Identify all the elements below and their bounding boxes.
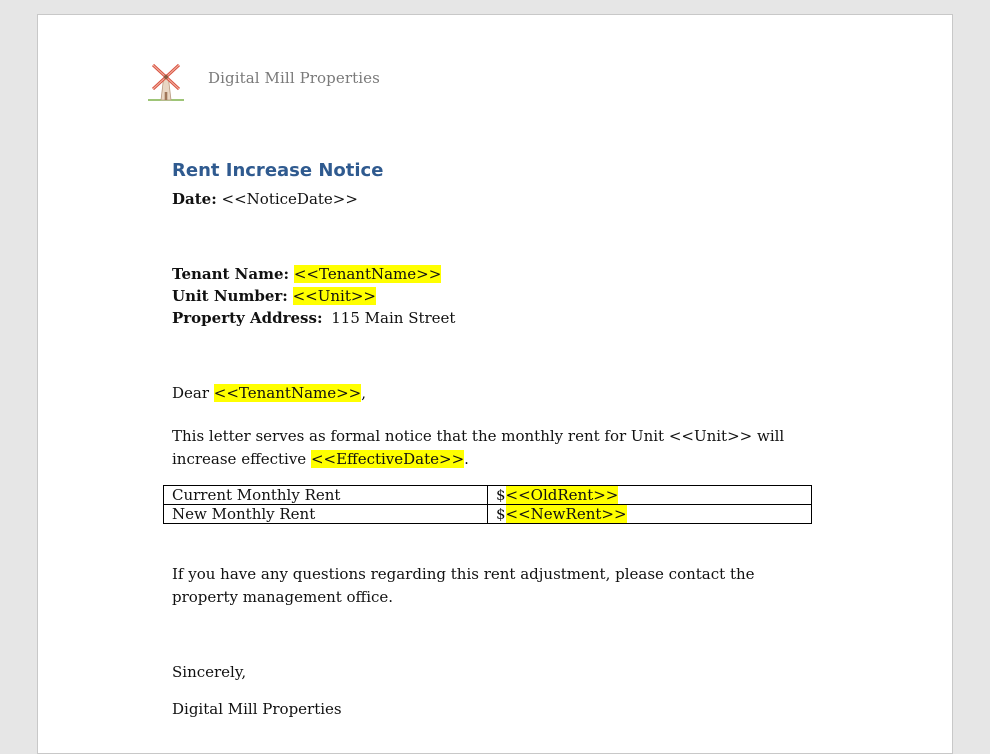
unit-value: <<Unit>> bbox=[292, 287, 376, 305]
salutation-prefix: Dear bbox=[172, 384, 214, 402]
rent-label-cell: New Monthly Rent bbox=[164, 505, 488, 524]
currency-symbol: $ bbox=[496, 486, 506, 504]
new-rent-value: <<NewRent>> bbox=[505, 505, 627, 523]
address-value: 115 Main Street bbox=[331, 309, 456, 327]
tenant-label: Tenant Name: bbox=[172, 265, 290, 283]
rent-table bbox=[163, 485, 812, 524]
old-rent-value: <<OldRent>> bbox=[505, 486, 619, 504]
currency-symbol: $ bbox=[496, 505, 506, 523]
table-row bbox=[164, 505, 812, 524]
document-page bbox=[37, 14, 953, 754]
tenant-value: <<TenantName>> bbox=[293, 265, 442, 283]
paragraph-text: This letter serves as formal notice that the monthly rent for Unit <<Unit>> will increase effective bbox=[172, 427, 785, 468]
unit-label: Unit Number: bbox=[172, 287, 288, 305]
paragraph-end: . bbox=[464, 450, 469, 468]
contact-paragraph: If you have any questions regarding this rent adjustment, please contact the property management office. bbox=[172, 565, 755, 606]
address-line bbox=[172, 309, 455, 327]
date-line bbox=[172, 190, 358, 208]
tenant-line bbox=[172, 265, 441, 283]
effective-date: <<EffectiveDate>> bbox=[310, 450, 465, 468]
rent-value-cell bbox=[488, 505, 812, 524]
notice-paragraph bbox=[172, 425, 812, 471]
date-value: <<NoticeDate>> bbox=[221, 190, 358, 208]
company-header: Digital Mill Properties bbox=[208, 69, 380, 87]
address-label: Property Address: bbox=[172, 309, 323, 327]
unit-line bbox=[172, 287, 376, 305]
salutation-suffix: , bbox=[361, 384, 367, 402]
table-row bbox=[164, 486, 812, 505]
notice-title: Rent Increase Notice bbox=[172, 160, 384, 181]
salutation-name: <<TenantName>> bbox=[213, 384, 362, 402]
rent-label-cell: Current Monthly Rent bbox=[164, 486, 488, 505]
signature: Digital Mill Properties bbox=[172, 700, 342, 718]
closing: Sincerely, bbox=[172, 663, 247, 681]
windmill-icon bbox=[146, 59, 186, 105]
salutation bbox=[172, 384, 366, 402]
date-label: Date: bbox=[172, 190, 217, 208]
rent-value-cell bbox=[488, 486, 812, 505]
